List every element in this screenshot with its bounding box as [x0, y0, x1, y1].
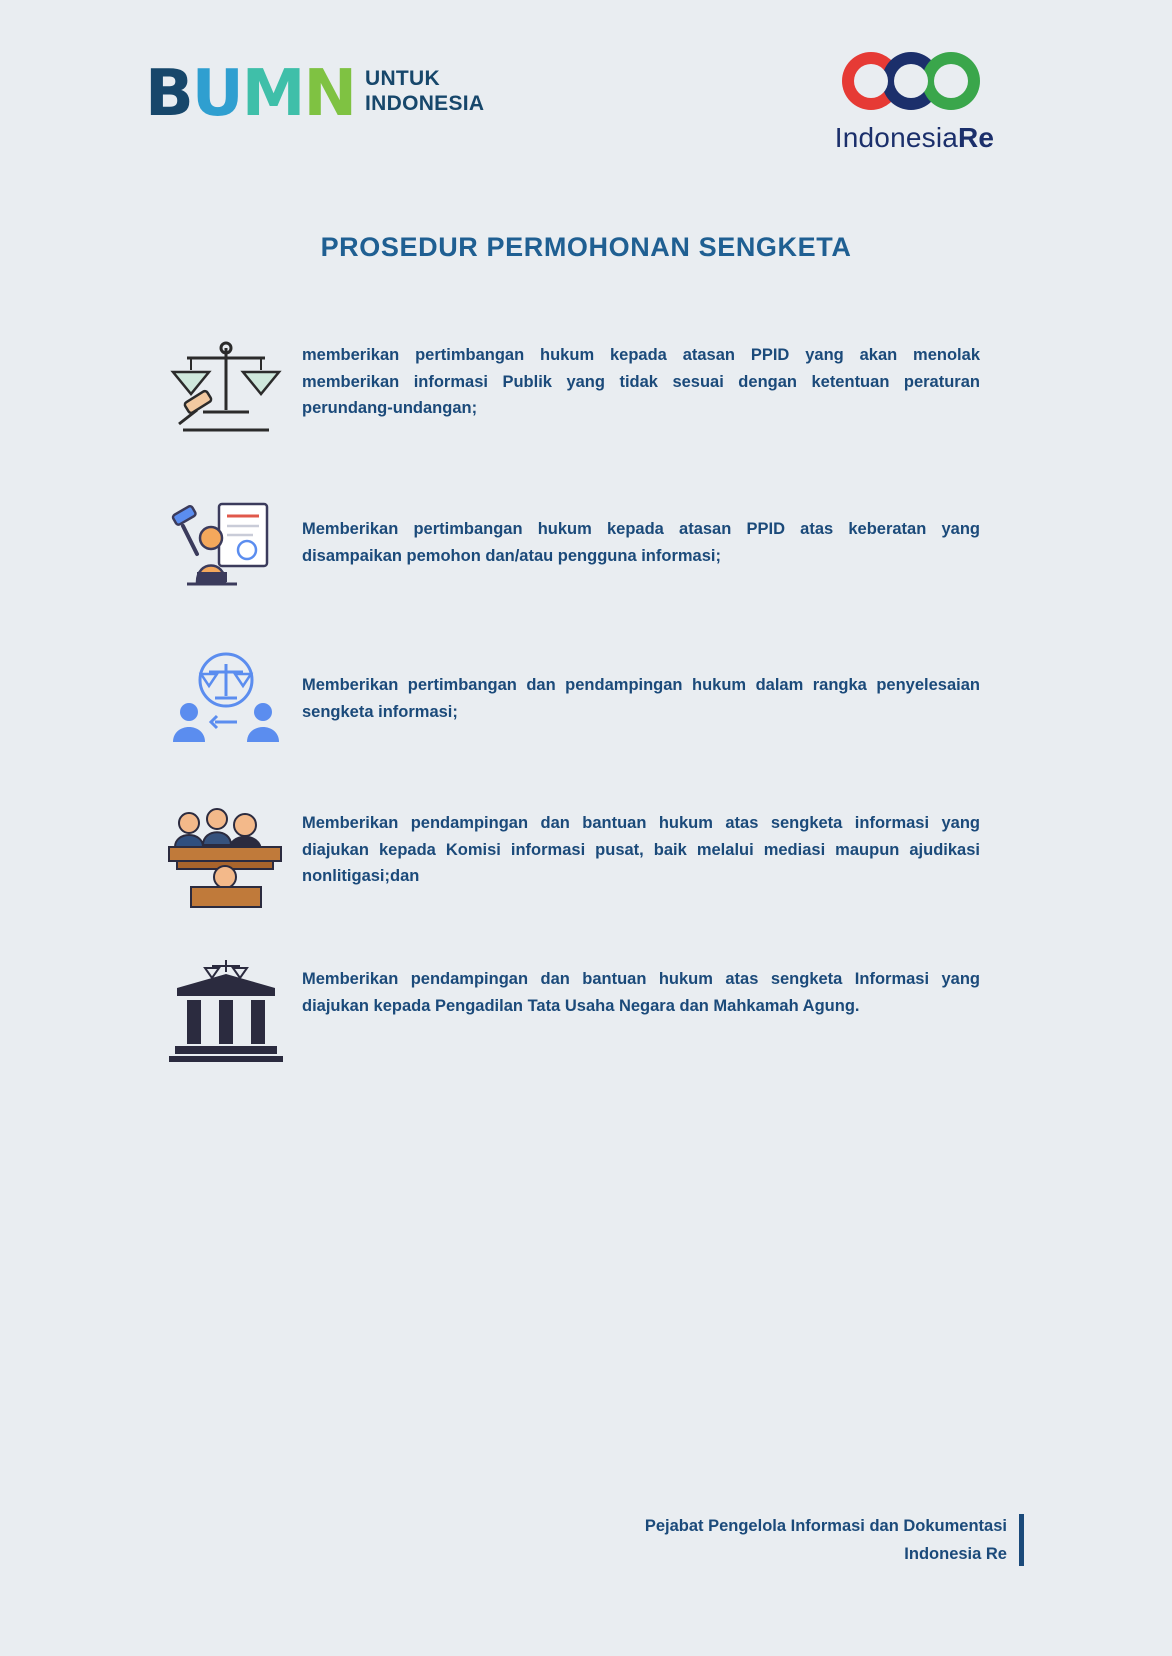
list-item	[160, 488, 980, 600]
list-item	[160, 956, 980, 1068]
page-header	[0, 0, 1172, 190]
indonesiare-logo	[807, 52, 1022, 154]
mediation-scales-between-people-icon	[160, 644, 292, 756]
indonesiare-name-light: Indonesia	[834, 122, 959, 153]
footer-line-2: Indonesia Re	[904, 1544, 1007, 1563]
list-item-text: Memberikan pertimbangan dan pendampingan hukum dalam rangka penyelesaian sengketa informasi;	[302, 676, 980, 721]
footer-accent-bar	[1019, 1514, 1024, 1566]
judge-with-document-icon	[160, 488, 292, 600]
courthouse-building-icon	[160, 956, 292, 1068]
footer-line-1: Pejabat Pengelola Informasi dan Dokumentasi	[644, 1516, 1007, 1535]
scales-of-justice-gavel-icon	[160, 332, 292, 444]
indonesiare-wordmark	[807, 122, 1022, 154]
indonesiare-name-bold: Re	[958, 122, 995, 153]
list-item-text: Memberikan pendampingan dan bantuan hukum atas sengketa Informasi yang diajukan kepada Pengadilan Tata Usaha Negara dan Mahkamah Agung.	[302, 970, 980, 1015]
page-title: PROSEDUR PERMOHONAN SENGKETA	[320, 232, 852, 262]
footer-text	[645, 1512, 1019, 1568]
list-item	[160, 644, 980, 756]
list-item-text: Memberikan pendampingan dan bantuan hukum atas sengketa informasi yang diajukan kepada Komisi informasi pusat, baik melalui mediasi maupun ajudikasi nonlitigasi;dan	[302, 814, 980, 886]
page-footer	[645, 1512, 1024, 1568]
list-item	[160, 332, 980, 444]
bumn-logo	[145, 57, 485, 131]
bumn-tagline-line1: UNTUK	[365, 67, 440, 91]
bumn-tagline	[365, 67, 484, 121]
courtroom-panel-icon	[160, 800, 292, 912]
indonesiare-rings-icon	[842, 52, 987, 114]
list-item	[160, 800, 980, 912]
bumn-tagline-line2: INDONESIA	[365, 92, 485, 115]
list-item-text: memberikan pertimbangan hukum kepada atasan PPID yang akan menolak memberikan informasi Publik yang tidak sesuai dengan ketentuan peraturan perundang-undangan;	[302, 346, 980, 418]
procedure-list	[160, 332, 980, 1112]
list-item-text: Memberikan pertimbangan hukum kepada atasan PPID atas keberatan yang disampaikan pemohon dan/atau pengguna informasi;	[302, 520, 980, 565]
bumn-wordmark-icon: BUMN	[145, 57, 355, 131]
